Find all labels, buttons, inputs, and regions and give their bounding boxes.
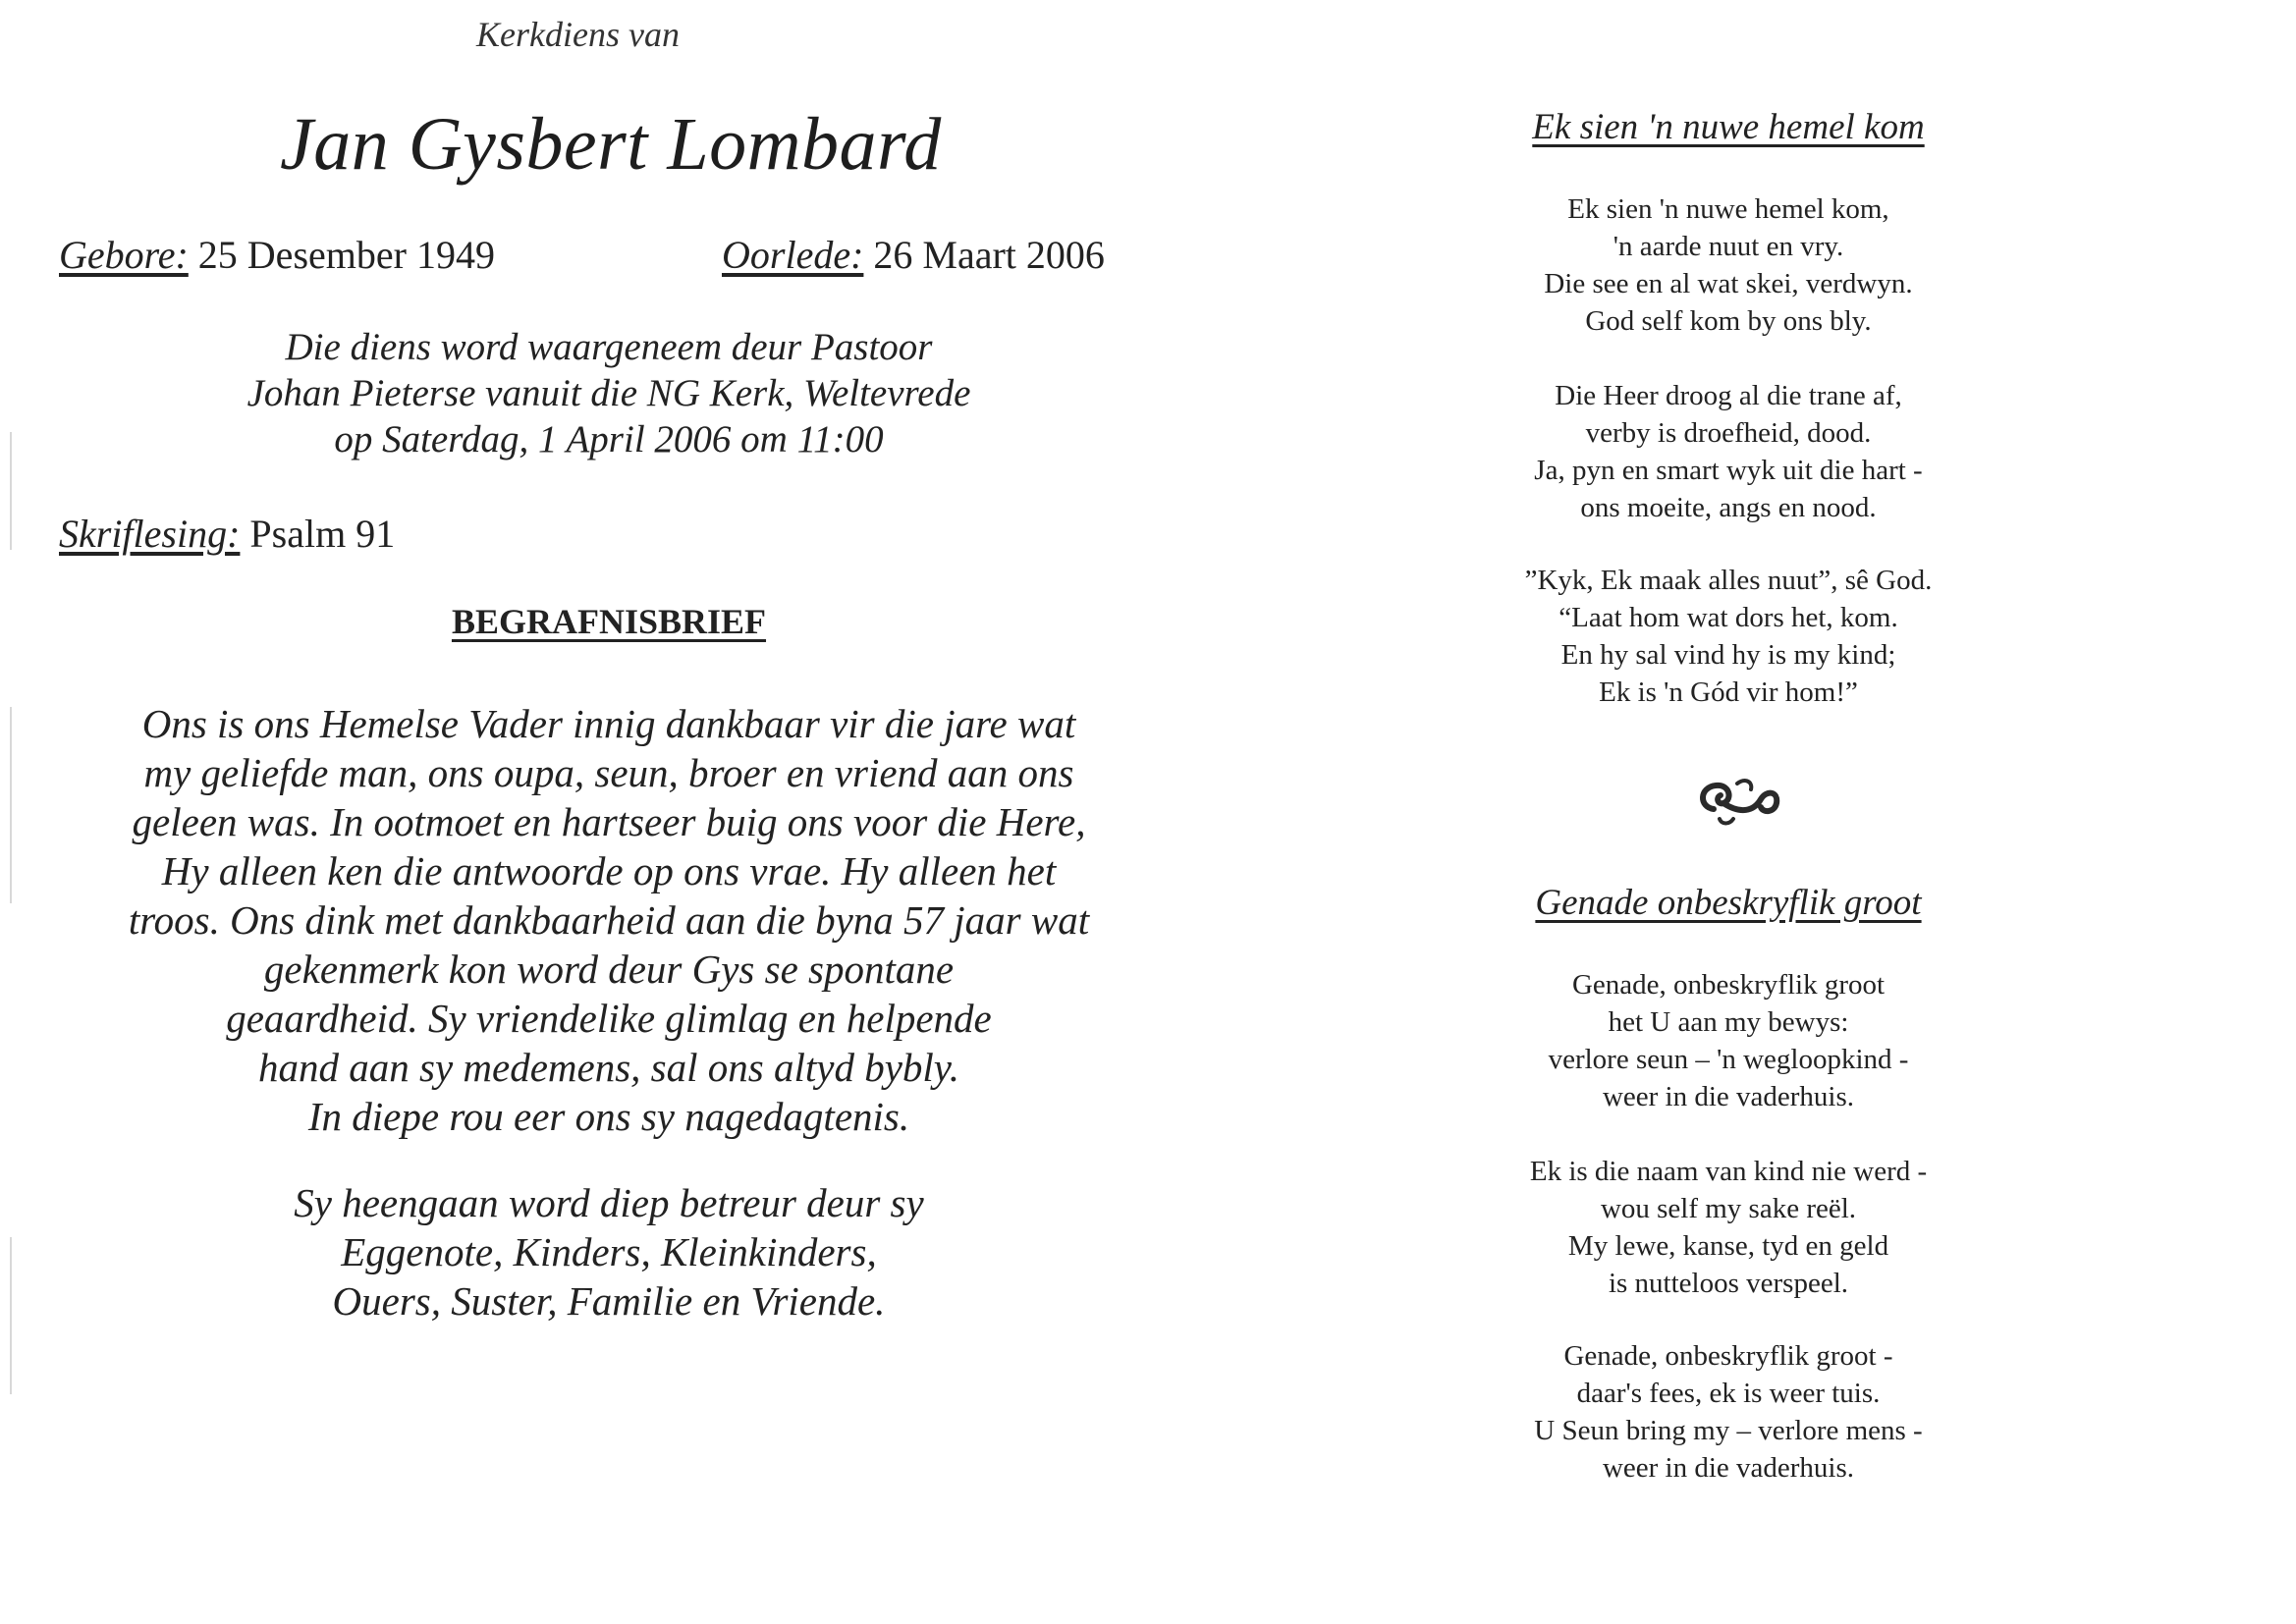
stanza-line: 'n aarde nuut en vry. bbox=[1613, 231, 1844, 262]
deceased-name: Jan Gysbert Lombard bbox=[280, 103, 942, 186]
hymn-title-text: Genade onbeskryflik groot bbox=[1535, 883, 1922, 923]
letter-line: Ons is ons Hemelse Vader innig dankbaar vir die jare wat bbox=[141, 701, 1076, 746]
hymn-title-text: Ek sien 'n nuwe hemel kom bbox=[1532, 107, 1925, 147]
letter-line: Hy alleen ken die antwoorde op ons vrae. Hy alleen het bbox=[161, 848, 1057, 893]
scripture-reading bbox=[59, 511, 395, 557]
letter-line: In diepe rou eer ons sy nagedagtenis. bbox=[307, 1094, 910, 1139]
officiant-text bbox=[54, 324, 1164, 462]
stanza-line: verby is droefheid, dood. bbox=[1585, 417, 1872, 449]
died-date bbox=[722, 232, 1105, 278]
stanza-line: U Seun bring my – verlore mens - bbox=[1534, 1415, 1923, 1446]
scan-edge-mark bbox=[10, 707, 12, 903]
stanza-line: weer in die vaderhuis. bbox=[1602, 1081, 1855, 1112]
hymn-stanza bbox=[1473, 1153, 1984, 1302]
mourners-text bbox=[54, 1178, 1164, 1326]
hymn-title bbox=[1473, 882, 1984, 924]
letter-line: gekenmerk kon word deur Gys se spontane bbox=[263, 947, 955, 992]
hymn-stanza bbox=[1473, 190, 1984, 340]
stanza-line: Genade, onbeskryflik groot - bbox=[1563, 1340, 1893, 1372]
stanza-line: Ja, pyn en smart wyk uit die hart - bbox=[1534, 455, 1923, 486]
stanza-line: Die Heer droog al die trane af, bbox=[1555, 380, 1902, 411]
stanza-line: het U aan my bewys: bbox=[1608, 1006, 1849, 1038]
stanza-line: Die see en al wat skei, verdwyn. bbox=[1544, 268, 1913, 299]
mourner-line: Eggenote, Kinders, Kleinkinders, bbox=[341, 1229, 877, 1274]
letter-line: hand aan sy medemens, sal ons altyd bybly. bbox=[258, 1045, 959, 1090]
stanza-line: weer in die vaderhuis. bbox=[1602, 1452, 1855, 1484]
born-date bbox=[59, 232, 495, 278]
stanza-line: En hy sal vind hy is my kind; bbox=[1560, 639, 1896, 671]
hymn-title bbox=[1473, 106, 1984, 148]
hymn-stanza bbox=[1473, 1337, 1984, 1487]
letter-heading-text: BEGRAFNISBRIEF bbox=[451, 602, 767, 641]
stanza-line: ons moeite, angs en nood. bbox=[1580, 492, 1877, 523]
stanza-line: is nutteloos verspeel. bbox=[1608, 1268, 1849, 1299]
letter-heading bbox=[54, 601, 1164, 642]
stanza-line: wou self my sake reël. bbox=[1600, 1193, 1857, 1224]
scroll-flourish-icon bbox=[1694, 770, 1782, 829]
officiant-line: Johan Pieterse vanuit die NG Kerk, Weltevrede bbox=[246, 372, 971, 414]
service-of-label: Kerkdiens van bbox=[476, 15, 680, 54]
officiant-line: Die diens word waargeneem deur Pastoor bbox=[285, 326, 933, 368]
stanza-line: God self kom by ons bly. bbox=[1585, 305, 1872, 337]
funeral-letter bbox=[54, 699, 1164, 1141]
letter-line: geleen was. In ootmoet en hartseer buig ons voor die Here, bbox=[132, 799, 1086, 844]
reading-label: Skriflesing: bbox=[59, 512, 241, 556]
reading-value: Psalm 91 bbox=[249, 512, 396, 556]
stanza-line: Genade, onbeskryflik groot bbox=[1571, 969, 1886, 1001]
hymn-stanza bbox=[1473, 377, 1984, 526]
scan-edge-mark bbox=[10, 432, 12, 550]
officiant-line: op Saterdag, 1 April 2006 om 11:00 bbox=[334, 418, 884, 460]
stanza-line: daar's fees, ek is weer tuis. bbox=[1576, 1378, 1881, 1409]
stanza-line: ”Kyk, Ek maak alles nuut”, sê God. bbox=[1524, 565, 1933, 596]
scan-edge-mark bbox=[10, 1237, 12, 1394]
stanza-line: Ek sien 'n nuwe hemel kom, bbox=[1567, 193, 1889, 225]
stanza-line: My lewe, kanse, tyd en geld bbox=[1567, 1230, 1889, 1262]
died-label: Oorlede: bbox=[722, 233, 864, 277]
mourner-line: Sy heengaan word diep betreur deur sy bbox=[294, 1180, 924, 1225]
born-value: 25 Desember 1949 bbox=[197, 233, 495, 277]
stanza-line: Ek is 'n Gód vir hom!” bbox=[1599, 677, 1858, 708]
letter-line: my geliefde man, ons oupa, seun, broer en vriend aan ons bbox=[143, 750, 1074, 795]
hymn-stanza bbox=[1473, 966, 1984, 1115]
stanza-line: Ek is die naam van kind nie werd - bbox=[1529, 1156, 1928, 1187]
letter-line: troos. Ons dink met dankbaarheid aan die byna 57 jaar wat bbox=[128, 897, 1090, 943]
letter-line: geaardheid. Sy vriendelike glimlag en helpende bbox=[226, 996, 992, 1041]
stanza-line: “Laat hom wat dors het, kom. bbox=[1558, 602, 1898, 633]
born-label: Gebore: bbox=[59, 233, 189, 277]
died-value: 26 Maart 2006 bbox=[873, 233, 1105, 277]
mourner-line: Ouers, Suster, Familie en Vriende. bbox=[332, 1278, 886, 1324]
stanza-line: verlore seun – 'n wegloopkind - bbox=[1548, 1044, 1909, 1075]
hymn-stanza bbox=[1473, 562, 1984, 711]
